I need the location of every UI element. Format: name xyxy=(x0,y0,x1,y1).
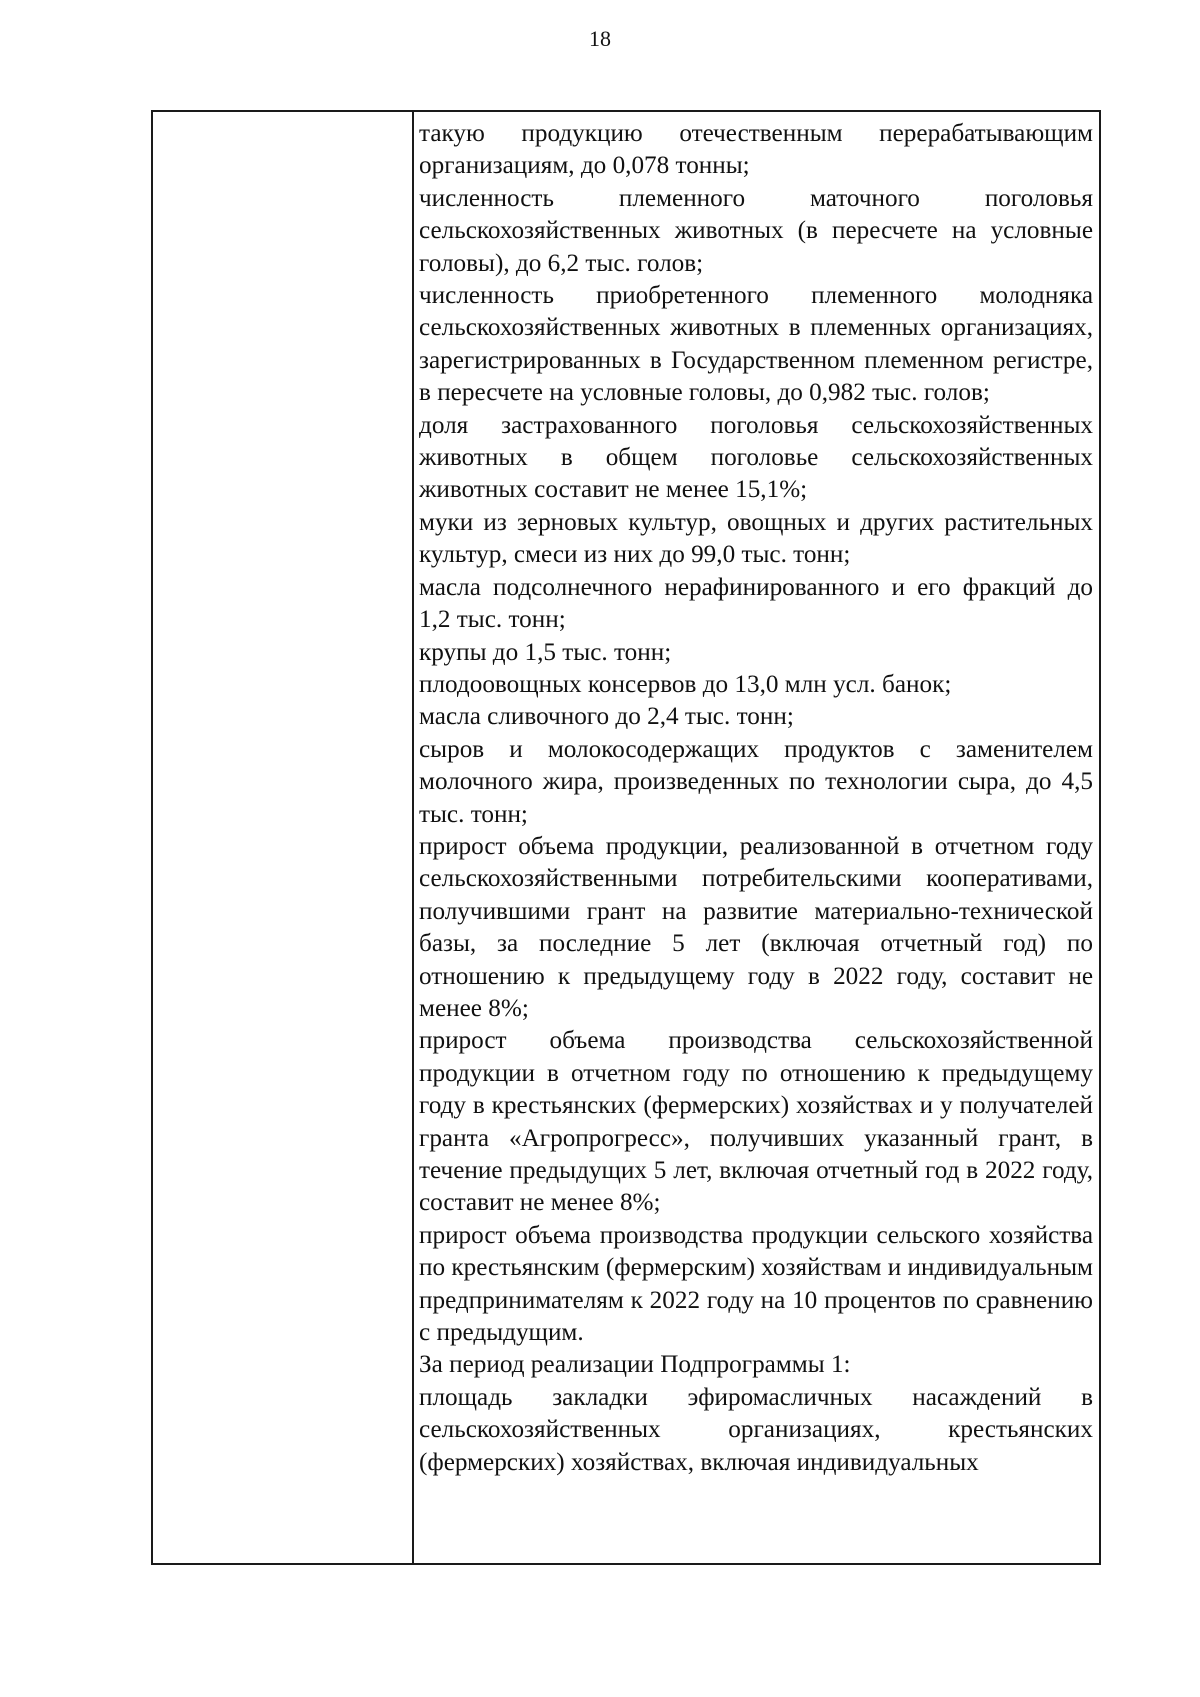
document-table xyxy=(151,110,1101,1565)
paragraph: За период реализации Подпрограммы 1: xyxy=(419,1351,851,1379)
table-left-cell xyxy=(153,112,414,1563)
paragraph: прирост объема производства сельскохозяйственной продукции в отчетном году по отношению к предыдущему году в крестьянских (фермерских) хозяйствах и у получателей гранта «Агропрогресс», получивших указанный грант, в течение предыдущих 5 лет, включая отчетный год в 2022 году, составит не менее 8%; xyxy=(419,1027,1093,1217)
paragraph: прирост объема производства продукции сельского хозяйства по крестьянским (фермерским) хозяйствам и индивидуальным предпринимателям к 2022 году на 10 процентов по сравнению с предыдущим. xyxy=(419,1221,1093,1347)
page-number: 18 xyxy=(589,26,611,51)
paragraph: плодоовощных консервов до 13,0 млн усл. банок; xyxy=(419,670,952,698)
paragraph: масла сливочного до 2,4 тыс. тонн; xyxy=(419,703,794,731)
paragraph: крупы до 1,5 тыс. тонн; xyxy=(419,638,672,666)
paragraph: масла подсолнечного нерафинированного и его фракций до 1,2 тыс. тонн; xyxy=(419,573,1093,634)
paragraph: площадь закладки эфиромасличных насаждений в сельскохозяйственных организациях, крестьянских (фермерских) хозяйствах, включая индивидуальных xyxy=(419,1383,1093,1476)
paragraph: численность приобретенного племенного молодняка сельскохозяйственных животных в племенных организациях, зарегистрированных в Государственном племенном регистре, в пересчете на условные головы, до 0,982 тыс. голов; xyxy=(419,282,1093,407)
paragraph: такую продукцию отечественным перерабатывающим организациям, до 0,078 тонны; xyxy=(419,120,1093,180)
paragraph: доля застрахованного поголовья сельскохозяйственных животных в общем поголовье сельскохозяйственных животных составит не менее 15,1%; xyxy=(419,411,1093,504)
paragraph: численность племенного маточного поголовья сельскохозяйственных животных (в пересчете на условные головы), до 6,2 тыс. голов; xyxy=(419,184,1093,277)
paragraph: сыров и молокосодержащих продуктов с заменителем молочного жира, произведенных по технологии сыра, до 4,5 тыс. тонн; xyxy=(419,735,1093,828)
table-right-cell xyxy=(419,118,1093,1479)
paragraph: прирост объема продукции, реализованной в отчетном году сельскохозяйственными потребительскими кооперативами, получившими грант на развитие материально-технической базы, за последние 5 лет (включая отчетный год) по отношению к предыдущему году в 2022 году, составит не менее 8%; xyxy=(419,832,1093,1022)
paragraph: муки из зерновых культур, овощных и других растительных культур, смеси из них до 99,0 тыс. тонн; xyxy=(419,508,1093,569)
